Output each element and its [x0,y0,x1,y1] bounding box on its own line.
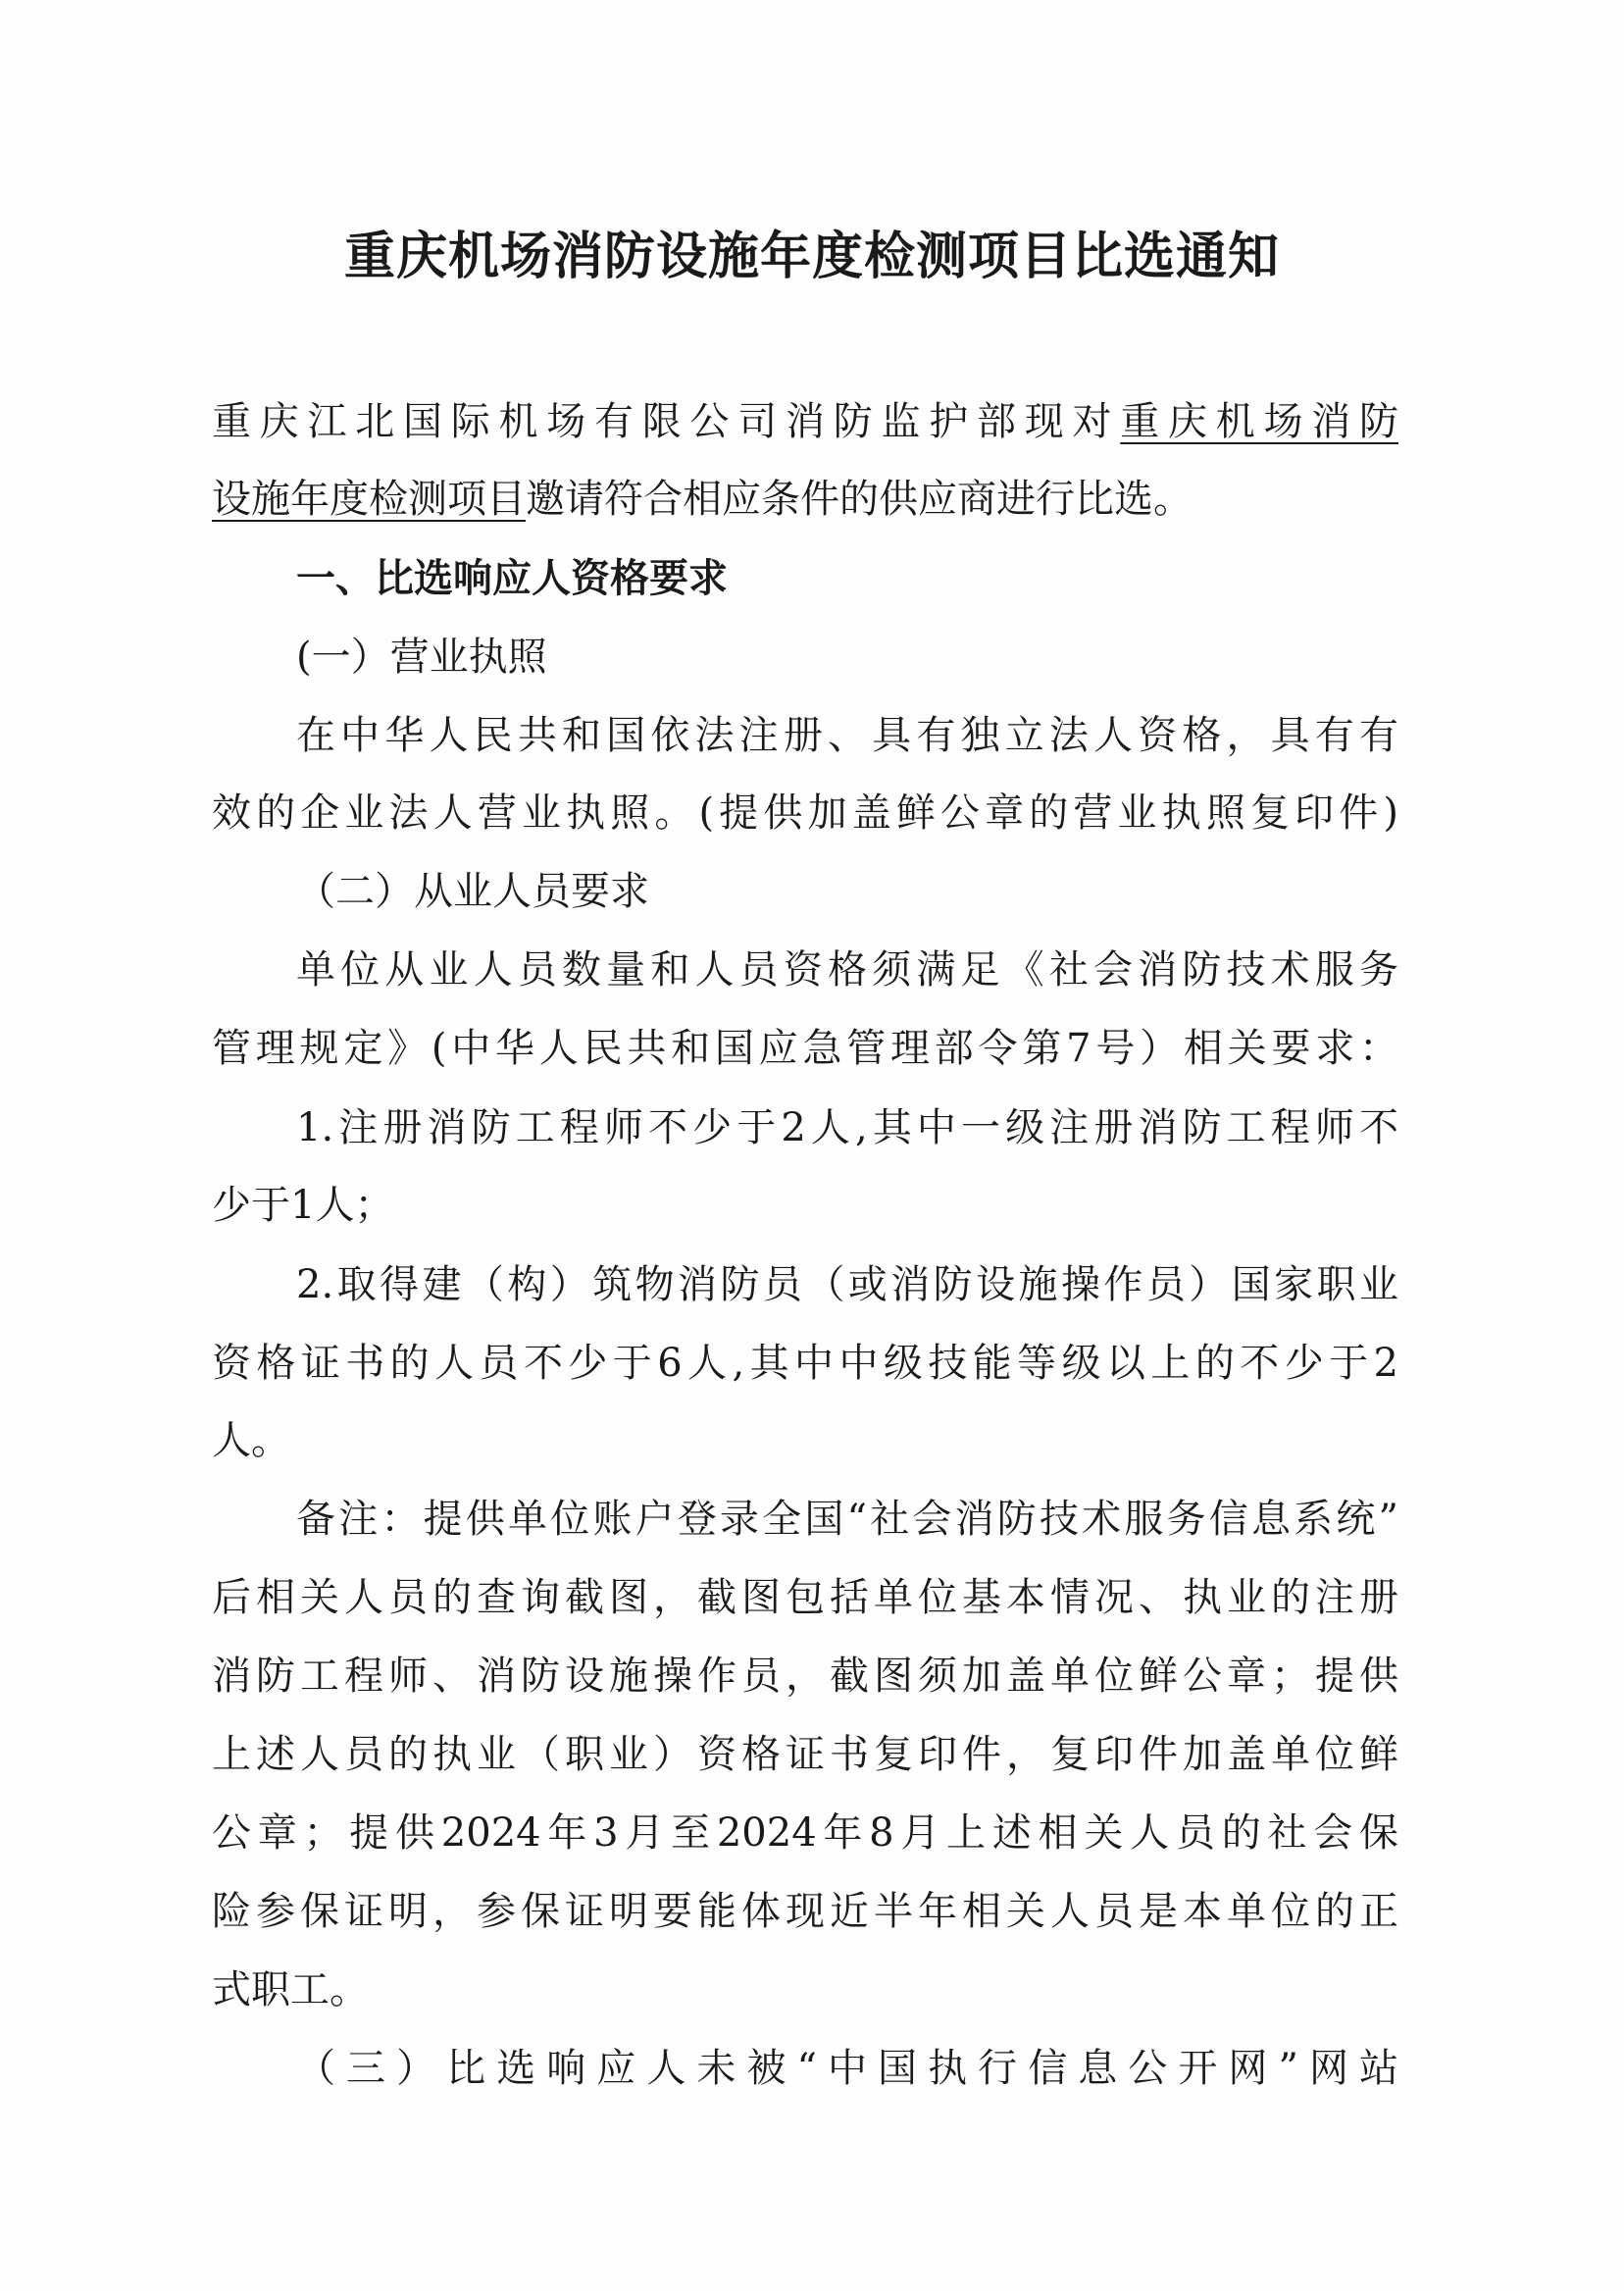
paragraph-line: 效的企业法人营业执照。(提供加盖鲜公章的营业执照复印件) [212,790,1398,836]
intro-line-1 [212,390,1398,453]
intro-text: 重庆江北国际机场有限公司消防监护部现对 [212,399,1121,444]
note-line: 上述人员的执业（职业）资格证书复印件，复印件加盖单位鲜 [212,1732,1398,1777]
section-heading-qualifications: 一、比选响应人资格要求 [296,556,728,601]
paragraph-line: 管理规定》(中华人民共和国应急管理部令第7号）相关要求： [212,1026,1398,1071]
intro-text: 邀请符合相应条件的供应商进行比选。 [526,477,1193,522]
note-line: 式职工。 [212,1967,369,2012]
paragraph-line: 单位从业人员数量和人员资格须满足《社会消防技术服务 [296,947,1398,993]
subsection-heading-staff-requirements: （二）从业人员要求 [296,869,649,914]
project-name-underlined-part-1: 重庆机场消防 [1120,399,1398,444]
paragraph-line: 在中华人民共和国依法注册、具有独立法人资格，具有有 [296,713,1398,758]
subsection-heading-business-license: (一）营业执照 [296,635,547,680]
list-item-operators-continued: 资格证书的人员不少于6人,其中中级技能等级以上的不少于2 [212,1341,1398,1386]
list-item-engineers-continued: 少于1人； [212,1183,394,1228]
note-line: 险参保证明，参保证明要能体现近半年相关人员是本单位的正 [212,1889,1398,1934]
note-line: 后相关人员的查询截图，截图包括单位基本情况、执业的注册 [212,1575,1398,1620]
subsection-heading-enforcement-list: （三）比选响应人未被“中国执行信息公开网”网站 [296,2046,1398,2091]
project-name-underlined-part-2: 设施年度检测项目 [212,477,526,522]
note-line: 公章；提供2024年3月至2024年8月上述相关人员的社会保 [212,1810,1398,1856]
list-item-operators-end: 人。 [212,1418,290,1463]
page-title: 重庆机场消防设施年度检测项目比选通知 [343,228,1280,286]
intro-line-2 [212,468,1193,531]
note-line: 消防工程师、消防设施操作员，截图须加盖单位鲜公章；提供 [212,1654,1398,1699]
note-line: 备注：提供单位账户登录全国“社会消防技术服务信息系统” [296,1497,1398,1542]
list-item-engineers: 1.注册消防工程师不少于2人,其中一级注册消防工程师不 [296,1105,1398,1150]
list-item-operators: 2.取得建（构）筑物消防员（或消防设施操作员）国家职业 [296,1262,1398,1307]
